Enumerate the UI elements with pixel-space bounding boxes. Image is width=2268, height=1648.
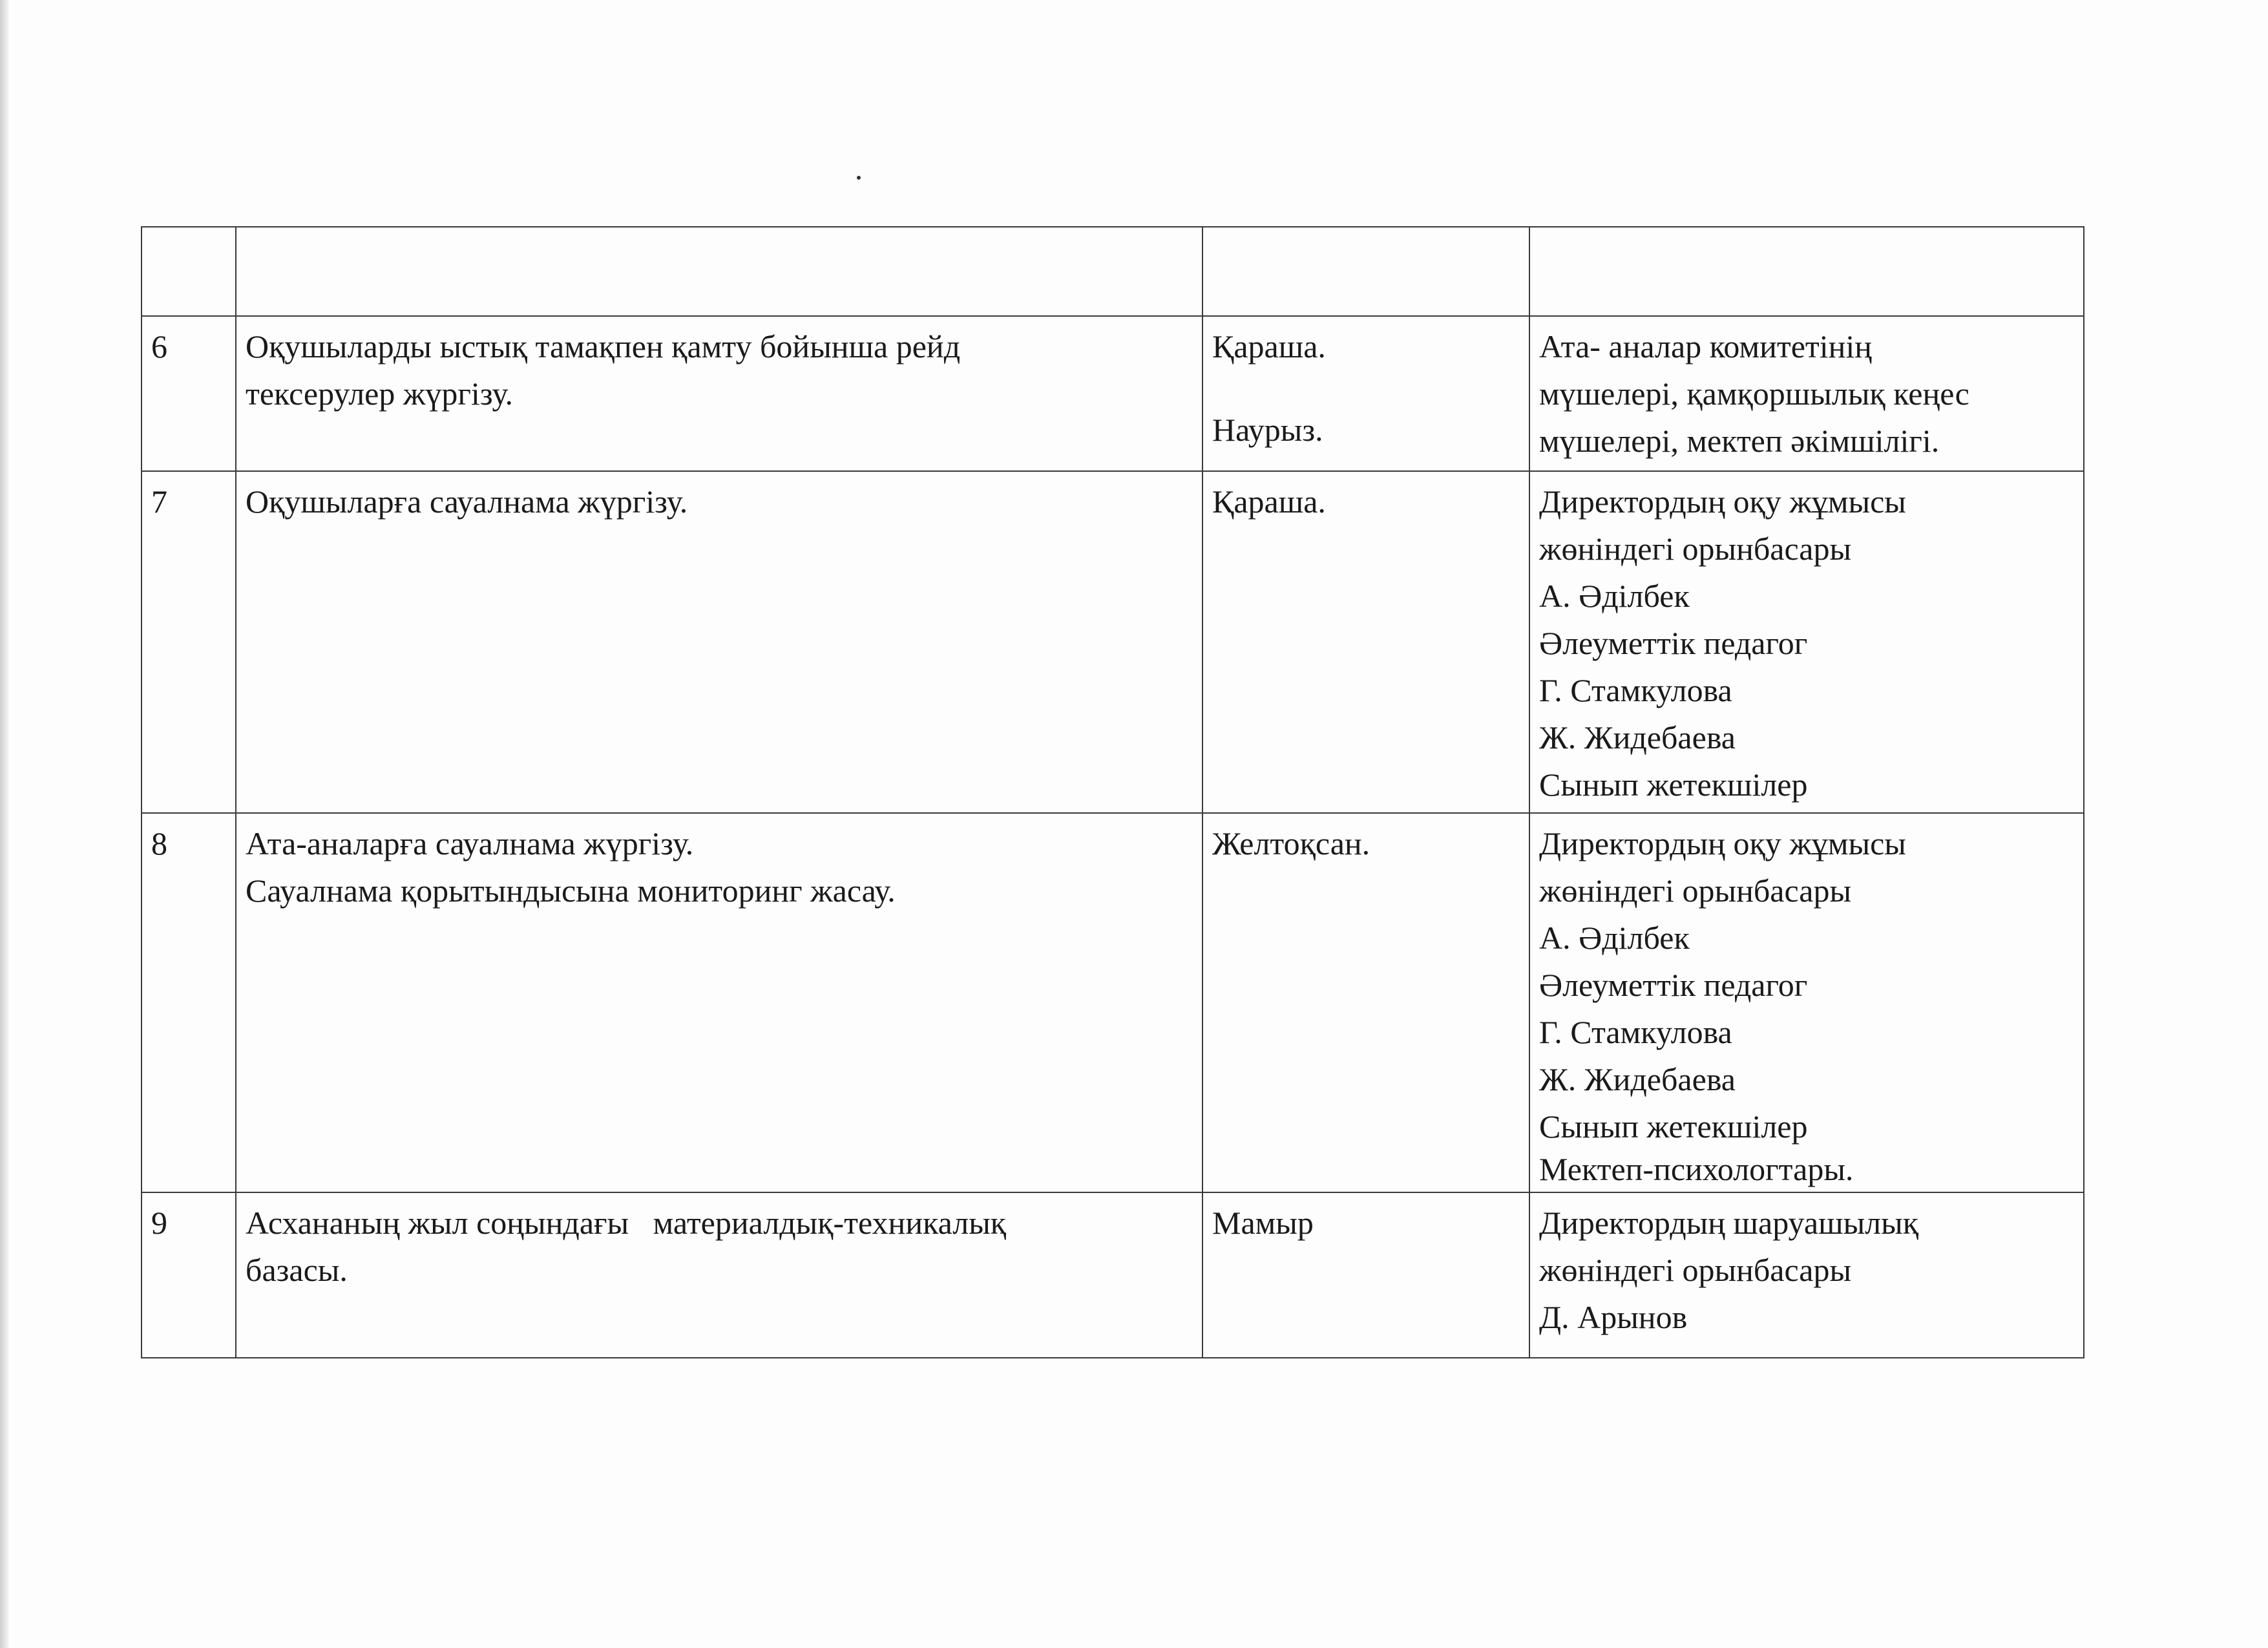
table-row — [142, 316, 2084, 471]
date-line: Қараша. — [1212, 483, 1326, 520]
responsible-cell — [1529, 471, 2084, 813]
date-line: Қараша. — [1212, 328, 1326, 364]
row-number — [142, 813, 236, 1192]
date-cell — [1202, 316, 1529, 471]
responsible-line: Сынып жетекшілер — [1539, 766, 1808, 803]
date-line: Желтоқсан. — [1212, 825, 1370, 861]
date-cell — [1202, 813, 1529, 1192]
responsible-line: Әлеуметтік педагог — [1539, 967, 1808, 1003]
event-line: Асхананың жыл соңындағы материалдық-техникалық — [246, 1205, 1007, 1241]
responsible-line: А. Әділбек — [1539, 920, 1690, 956]
table-row — [142, 1192, 2084, 1358]
table-row — [142, 471, 2084, 813]
event-cell — [236, 813, 1202, 1192]
row-number — [142, 1192, 236, 1358]
responsible-line: Мектеп-психологтары. — [1539, 1151, 1854, 1187]
responsible-line: жөніндегі орынбасары — [1539, 531, 1852, 567]
table-header-row — [142, 227, 2084, 316]
responsible-line: Г. Стамкулова — [1539, 672, 1732, 708]
header-cell-date — [1202, 227, 1529, 316]
date-line: Наурыз. — [1212, 412, 1323, 448]
responsible-line: А. Әділбек — [1539, 578, 1690, 614]
responsible-line: Әлеуметтік педагог — [1539, 625, 1808, 661]
row-number-text: 6 — [151, 328, 167, 364]
responsible-line: Директордың оқу жұмысы — [1539, 483, 1906, 520]
responsible-line: Сынып жетекшілер — [1539, 1108, 1808, 1145]
responsible-line: Директордың оқу жұмысы — [1539, 825, 1906, 861]
event-line: Сауалнама қорытындысына мониторинг жасау. — [246, 872, 896, 909]
responsible-cell — [1529, 316, 2084, 471]
event-line: Оқушыларды ыстық тамақпен қамту бойынша рейд — [246, 328, 961, 364]
responsible-line: жөніндегі орынбасары — [1539, 1252, 1852, 1288]
event-line: базасы. — [246, 1252, 348, 1288]
responsible-line: жөніндегі орынбасары — [1539, 872, 1852, 909]
date-line: Мамыр — [1212, 1205, 1314, 1241]
header-cell-number — [142, 227, 236, 316]
table-row — [142, 813, 2084, 1192]
event-line: Оқушыларға сауалнама жүргізу. — [246, 483, 688, 520]
scan-edge-shadow — [0, 0, 9, 1648]
event-cell — [236, 316, 1202, 471]
event-cell — [236, 471, 1202, 813]
row-number-text: 8 — [151, 825, 167, 861]
responsible-line: мүшелері, қамқоршылық кеңес — [1539, 375, 1969, 412]
responsible-line: Д. Арынов — [1539, 1299, 1688, 1335]
date-cell — [1202, 471, 1529, 813]
responsible-line: Г. Стамкулова — [1539, 1014, 1732, 1050]
event-line: тексерулер жүргізу. — [246, 375, 514, 412]
header-cell-responsible — [1529, 227, 2084, 316]
row-number — [142, 471, 236, 813]
responsible-cell — [1529, 813, 2084, 1192]
plan-table — [141, 226, 2084, 1358]
responsible-line: Ата- аналар комитетінің — [1539, 328, 1873, 364]
responsible-line: Ж. Жидебаева — [1539, 1061, 1736, 1097]
responsible-cell — [1529, 1192, 2084, 1358]
header-cell-event — [236, 227, 1202, 316]
responsible-line: мүшелері, мектеп әкімшілігі. — [1539, 423, 1940, 459]
responsible-line: Директордың шаруашылық — [1539, 1205, 1919, 1241]
row-number — [142, 316, 236, 471]
event-line: Ата-аналарға сауалнама жүргізу. — [246, 825, 694, 861]
responsible-line: Ж. Жидебаева — [1539, 719, 1736, 755]
row-number-text: 7 — [151, 483, 167, 520]
scan-speck — [857, 176, 861, 180]
event-cell — [236, 1192, 1202, 1358]
date-cell — [1202, 1192, 1529, 1358]
row-number-text: 9 — [151, 1205, 167, 1241]
